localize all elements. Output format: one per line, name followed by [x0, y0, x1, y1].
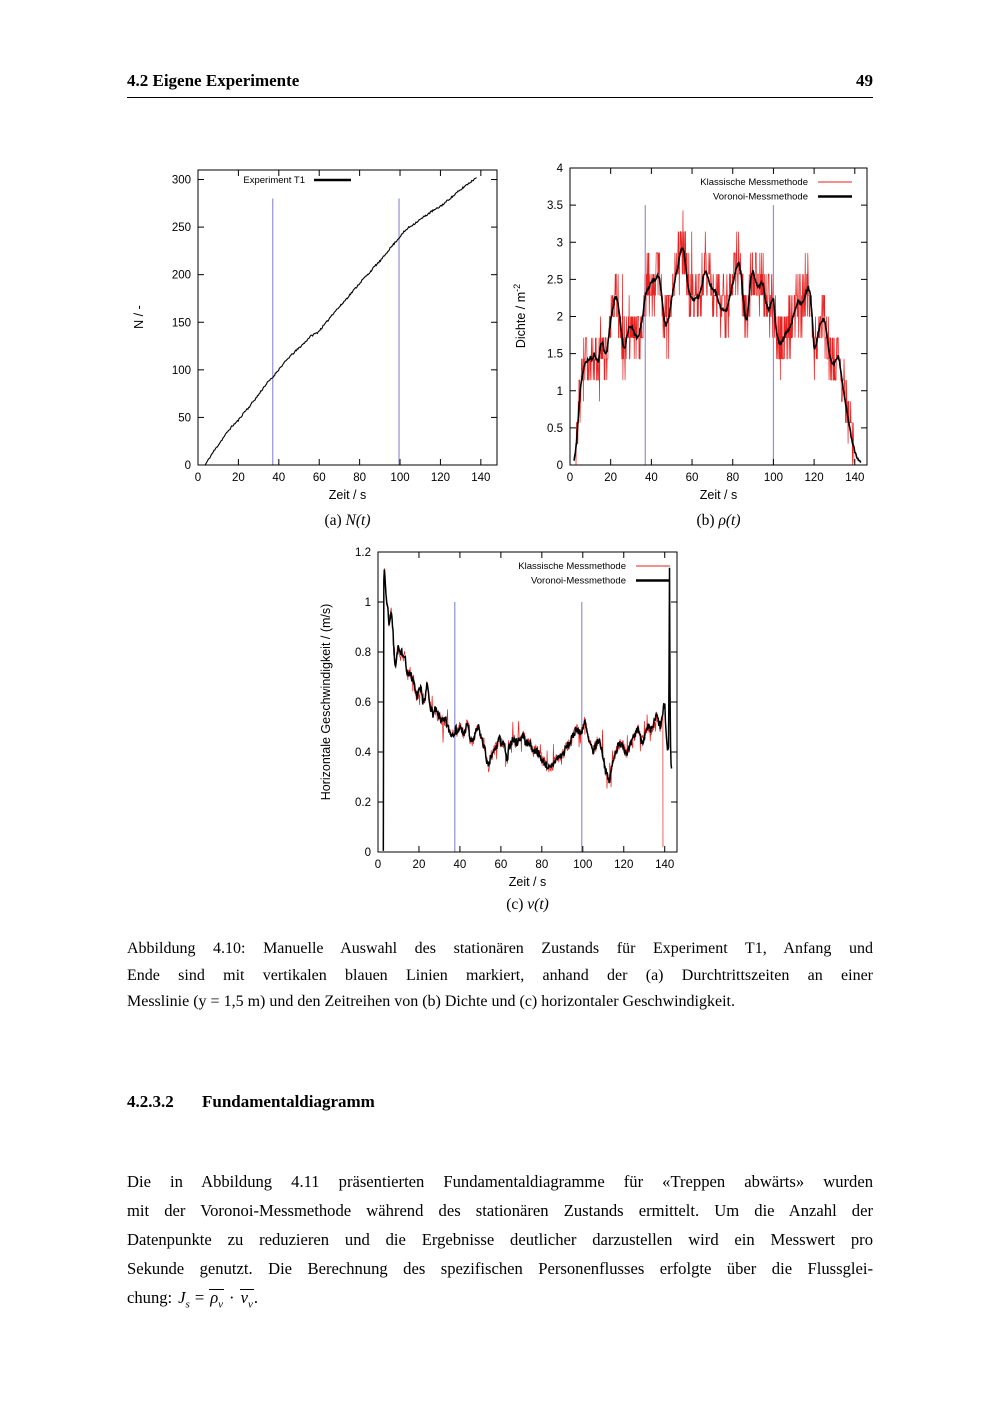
- series-voronoi-messmethode: [383, 568, 671, 851]
- page-header: [127, 71, 873, 98]
- subcaption-a-label: (a): [324, 512, 342, 529]
- subcaption-c-label: (c): [506, 896, 524, 913]
- formula-rho-mean: [209, 1289, 224, 1311]
- svg-text:100: 100: [171, 364, 191, 377]
- formula-v-sub: v: [247, 1298, 253, 1311]
- chart-a-plot: [127, 150, 507, 508]
- svg-text:0.2: 0.2: [355, 797, 371, 809]
- svg-text:20: 20: [412, 859, 426, 871]
- figure-panel-c: [300, 540, 690, 940]
- paragraph-line-1: Die in Abbildung 4.11 präsentierten Fundamentaldiagramme für «Treppen abwärts» wurden: [127, 1172, 873, 1191]
- svg-text:60: 60: [312, 472, 326, 484]
- svg-text:3: 3: [556, 237, 563, 250]
- paragraph-line-5: [127, 1283, 873, 1319]
- formula-rho-sub: v: [218, 1298, 224, 1311]
- x-axis-label: Zeit / s: [699, 488, 738, 502]
- svg-text:0: 0: [184, 460, 191, 472]
- subcaption-b-math: ρ(t): [718, 512, 741, 529]
- svg-text:20: 20: [604, 472, 618, 484]
- svg-text:300: 300: [171, 174, 191, 187]
- subcaption-b-label: (b): [696, 512, 715, 529]
- x-axis-label: Zeit / s: [508, 875, 547, 889]
- svg-text:200: 200: [171, 269, 191, 282]
- svg-text:100: 100: [390, 472, 410, 484]
- svg-text:100: 100: [573, 859, 593, 871]
- series-klassische-messmethode: [384, 568, 663, 847]
- svg-text:80: 80: [535, 859, 549, 871]
- svg-text:80: 80: [726, 472, 740, 484]
- formula-prefix: chung:: [127, 1288, 173, 1307]
- section-heading-title: Fundamentaldiagramm: [202, 1092, 375, 1111]
- paragraph-line-4: Sekunde genutzt. Die Berechnung des spezifischen Personenflusses erfolgte über die Flussglei-: [127, 1259, 873, 1278]
- svg-text:120: 120: [430, 472, 451, 484]
- body-paragraph: [127, 1167, 873, 1319]
- svg-text:80: 80: [353, 472, 367, 484]
- x-axis-label: Zeit / s: [328, 488, 367, 502]
- paragraph-line-2: mit der Voronoi-Messmethode während des stationären Zustands ermittelt. Um die Anzahl der: [127, 1201, 873, 1220]
- plot-border: [198, 170, 497, 465]
- formula-J-sub: s: [185, 1298, 190, 1311]
- page-number: 49: [856, 71, 873, 90]
- svg-text:50: 50: [178, 412, 191, 425]
- formula-cdot: ·: [229, 1288, 235, 1307]
- axes: [172, 170, 497, 484]
- legend: [700, 177, 852, 203]
- y-axis-label: N / -: [132, 305, 146, 329]
- subcaption-a-math: N(t): [345, 512, 371, 529]
- legend-label: Experiment T1: [243, 175, 305, 186]
- legend-label: Klassische Messmethode: [518, 561, 626, 572]
- svg-text:0.5: 0.5: [547, 422, 563, 435]
- svg-text:40: 40: [644, 472, 658, 484]
- series-experiment-t1: [205, 178, 477, 465]
- section-heading: [127, 1092, 375, 1112]
- svg-text:2.5: 2.5: [547, 274, 563, 287]
- plot-area: [205, 178, 477, 465]
- paragraph-line-3: Datenpunkte zu reduzieren und die Ergebnisse deutlicher darzustellen wird ein Messwert pro: [127, 1230, 873, 1249]
- chart-b-plot: [505, 150, 890, 508]
- running-section-title: 4.2 Eigene Experimente: [127, 71, 300, 90]
- svg-text:60: 60: [494, 859, 508, 871]
- subcaption-b: [570, 512, 867, 530]
- subcaption-c-math: v(t): [527, 896, 549, 913]
- svg-text:40: 40: [272, 472, 286, 484]
- svg-text:150: 150: [171, 317, 191, 330]
- svg-text:1: 1: [556, 385, 563, 398]
- y-axis-label: Horizontale Geschwindigkeit / (m/s): [319, 603, 333, 801]
- legend-label: Voronoi-Messmethode: [530, 575, 626, 587]
- svg-text:20: 20: [232, 472, 245, 484]
- figure-panel-b: [505, 150, 890, 550]
- svg-text:1.2: 1.2: [355, 547, 371, 559]
- plot-area: [574, 205, 861, 465]
- legend: [243, 175, 351, 186]
- figure-panel-a: [127, 150, 507, 550]
- subcaption-a: [198, 512, 497, 530]
- svg-text:0.4: 0.4: [355, 747, 371, 759]
- svg-text:250: 250: [171, 222, 191, 235]
- svg-text:1: 1: [364, 597, 371, 609]
- svg-text:100: 100: [763, 472, 784, 484]
- svg-text:120: 120: [614, 859, 634, 871]
- chart-c-plot: [300, 540, 690, 892]
- svg-text:0: 0: [374, 859, 382, 871]
- section-heading-number: 4.2.3.2: [127, 1092, 174, 1111]
- figure-caption-line-2: Ende sind mit vertikalen blauen Linien markiert, anhand der (a) Durchtrittszeiten an einer: [127, 966, 873, 984]
- subcaption-c: [378, 896, 677, 914]
- svg-text:140: 140: [845, 472, 865, 484]
- svg-text:0: 0: [556, 460, 563, 472]
- svg-text:2: 2: [556, 311, 563, 324]
- plot-area: [383, 568, 671, 852]
- svg-text:140: 140: [471, 472, 491, 484]
- svg-text:4: 4: [556, 163, 563, 175]
- svg-text:0: 0: [566, 472, 574, 484]
- formula-v-mean: [240, 1289, 254, 1311]
- legend: [518, 561, 670, 587]
- figure-caption-line-1: Abbildung 4.10: Manuelle Auswahl des stationären Zustands für Experiment T1, Anfang und: [127, 940, 873, 957]
- svg-text:60: 60: [685, 472, 699, 484]
- formula-J: J: [178, 1288, 186, 1307]
- figure-caption-line-3: Messlinie (y = 1,5 m) und den Zeitreihen von (b) Dichte und (c) horizontaler Geschwindigkeit.: [127, 993, 735, 1010]
- svg-text:0: 0: [364, 847, 371, 859]
- svg-text:140: 140: [655, 859, 675, 871]
- svg-text:1.5: 1.5: [547, 348, 563, 361]
- y-axis-label: Dichte / $m^{-2}$: [512, 283, 528, 349]
- svg-text:120: 120: [804, 472, 824, 484]
- series-klassische-messmethode: [575, 210, 854, 465]
- svg-text:0.8: 0.8: [355, 647, 371, 659]
- formula-rho: ρ: [210, 1288, 219, 1307]
- svg-text:3.5: 3.5: [547, 200, 563, 213]
- svg-text:0.6: 0.6: [355, 697, 371, 709]
- formula-period: .: [253, 1288, 258, 1307]
- formula-equals: =: [194, 1288, 205, 1307]
- svg-text:0: 0: [194, 472, 202, 484]
- svg-text:40: 40: [453, 859, 467, 871]
- legend-label: Voronoi-Messmethode: [712, 191, 808, 203]
- axes: [355, 547, 677, 871]
- figure-caption: [127, 936, 873, 1016]
- legend-label: Klassische Messmethode: [700, 177, 808, 188]
- formula-v: v: [240, 1288, 248, 1307]
